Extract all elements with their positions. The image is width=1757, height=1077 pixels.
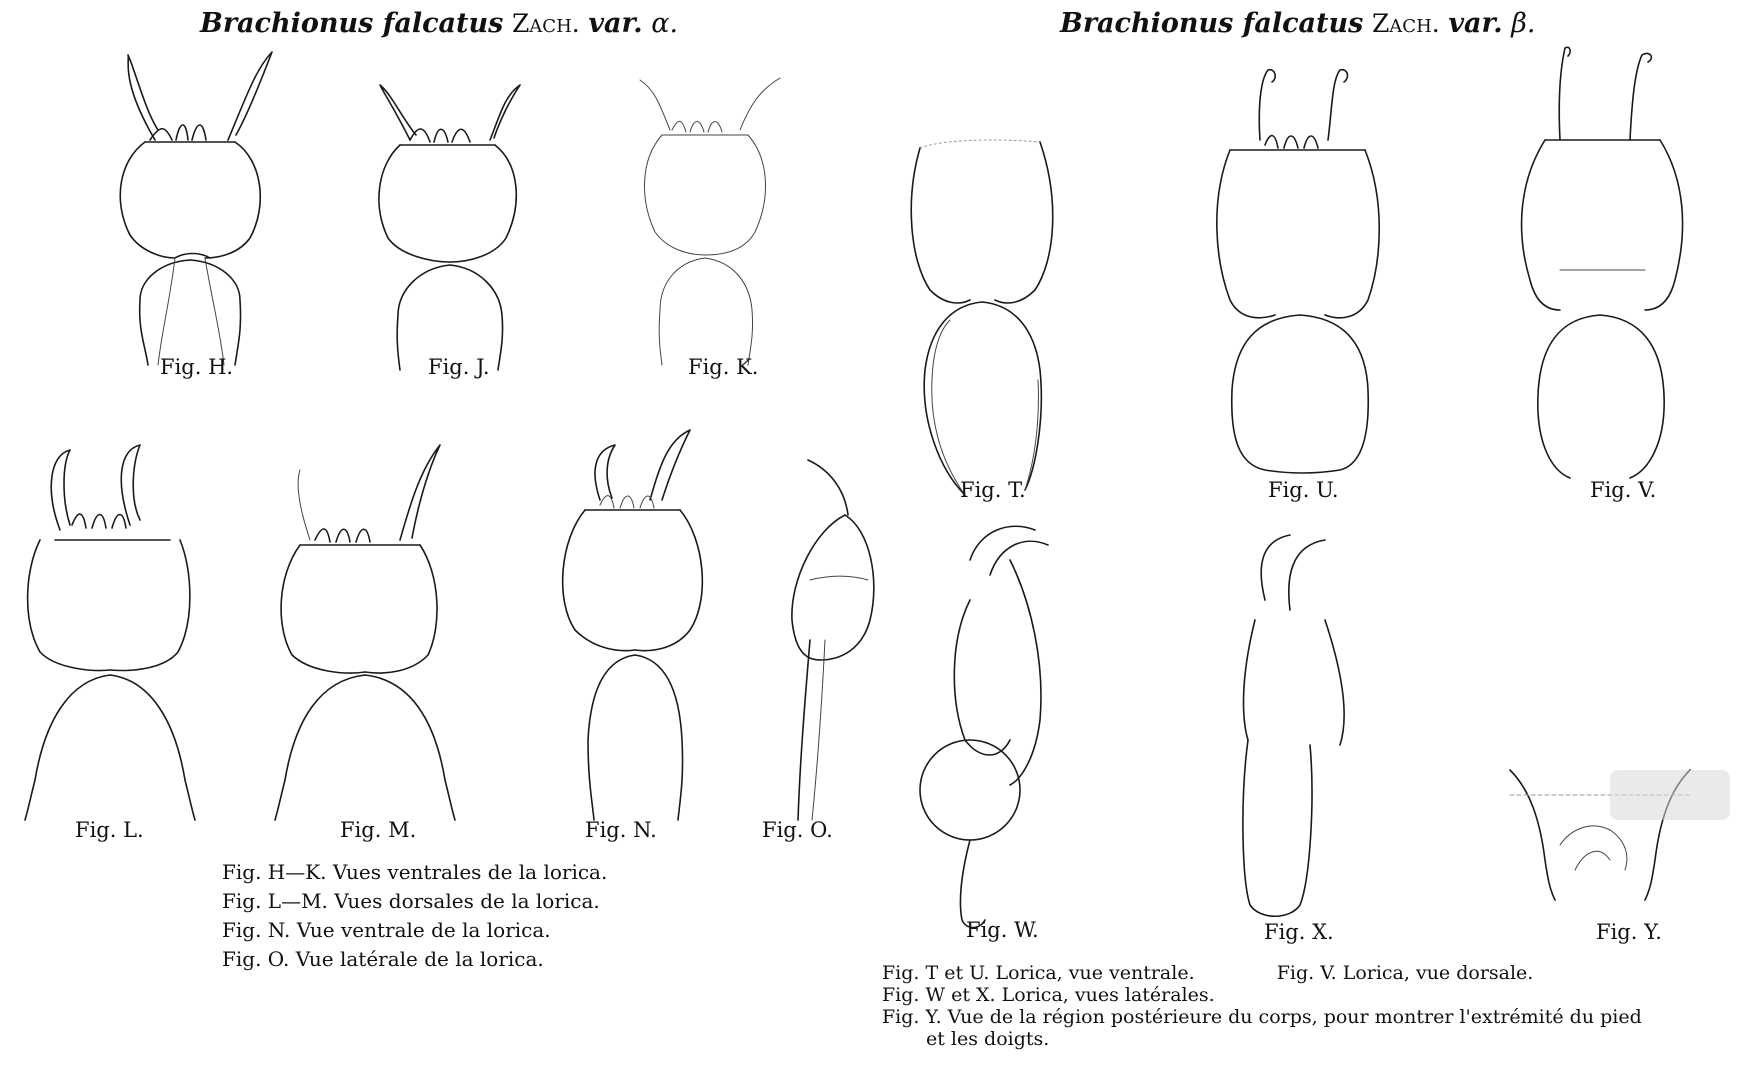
caption-alpha-line-1: Fig. H—K. Vues ventrales de la lorica. xyxy=(222,860,608,884)
caption-beta-t-u: Fig. T et U. Lorica, vue ventrale. xyxy=(882,962,1195,984)
beta-figures-drawing xyxy=(870,0,1757,1077)
caption-alpha-line-2: Fig. L—M. Vues dorsales de la lorica. xyxy=(222,889,600,913)
figure-v-drawing xyxy=(1522,47,1683,478)
caption-alpha xyxy=(222,858,607,974)
fig-m-label: Fig. M. xyxy=(340,818,417,842)
heading-genus: Brachionus falcatus xyxy=(200,8,504,39)
fig-w-label: Fig. W. xyxy=(966,918,1039,942)
heading-greek: α. xyxy=(651,8,679,39)
fig-y-label: Fig. Y. xyxy=(1596,920,1662,944)
heading-variety: var. xyxy=(588,8,643,39)
heading-authority: Zach. xyxy=(511,9,580,38)
caption-beta-line-2: Fig. W et X. Lorica, vues latérales. xyxy=(882,984,1215,1006)
caption-beta-line-3: Fig. Y. Vue de la région postérieure du corps, pour montrer l'extrémité du pied xyxy=(882,1006,1642,1028)
figure-l-drawing xyxy=(25,445,195,820)
figure-u-drawing xyxy=(1217,70,1379,473)
heading-authority: Zach. xyxy=(1371,9,1440,38)
heading-greek: β. xyxy=(1511,8,1536,39)
caption-beta xyxy=(882,962,1642,1050)
heading-variety: var. xyxy=(1448,8,1503,39)
caption-beta-line-1 xyxy=(882,962,1642,984)
plate-var-alpha xyxy=(0,0,870,1077)
figure-o-drawing xyxy=(792,460,874,820)
caption-beta-line-4: et les doigts. xyxy=(926,1028,1050,1050)
figure-x-drawing xyxy=(1243,535,1344,916)
figure-t-drawing xyxy=(911,140,1052,495)
figure-w-drawing xyxy=(920,526,1048,927)
heading-genus: Brachionus falcatus xyxy=(1060,8,1364,39)
fig-h-label: Fig. H. xyxy=(160,355,234,379)
fig-k-label: Fig. K. xyxy=(688,355,759,379)
fig-j-label: Fig. J. xyxy=(428,355,490,379)
figure-h-drawing xyxy=(120,52,272,365)
blur-smudge xyxy=(1610,770,1730,820)
fig-t-label: Fig. T. xyxy=(960,478,1026,502)
fig-u-label: Fig. U. xyxy=(1268,478,1339,502)
fig-x-label: Fig. X. xyxy=(1264,920,1334,944)
caption-alpha-line-4: Fig. O. Vue latérale de la lorica. xyxy=(222,947,544,971)
caption-beta-v: Fig. V. Lorica, vue dorsale. xyxy=(1276,962,1534,984)
caption-alpha-line-3: Fig. N. Vue ventrale de la lorica. xyxy=(222,918,551,942)
fig-o-label: Fig. O. xyxy=(762,818,833,842)
figure-n-drawing xyxy=(563,430,703,820)
figure-k-drawing xyxy=(640,78,780,365)
figure-j-drawing xyxy=(379,85,520,370)
plate-var-beta xyxy=(870,0,1757,1077)
fig-l-label: Fig. L. xyxy=(75,818,144,842)
fig-n-label: Fig. N. xyxy=(585,818,657,842)
fig-v-label: Fig. V. xyxy=(1590,478,1657,502)
figure-m-drawing xyxy=(275,445,455,820)
